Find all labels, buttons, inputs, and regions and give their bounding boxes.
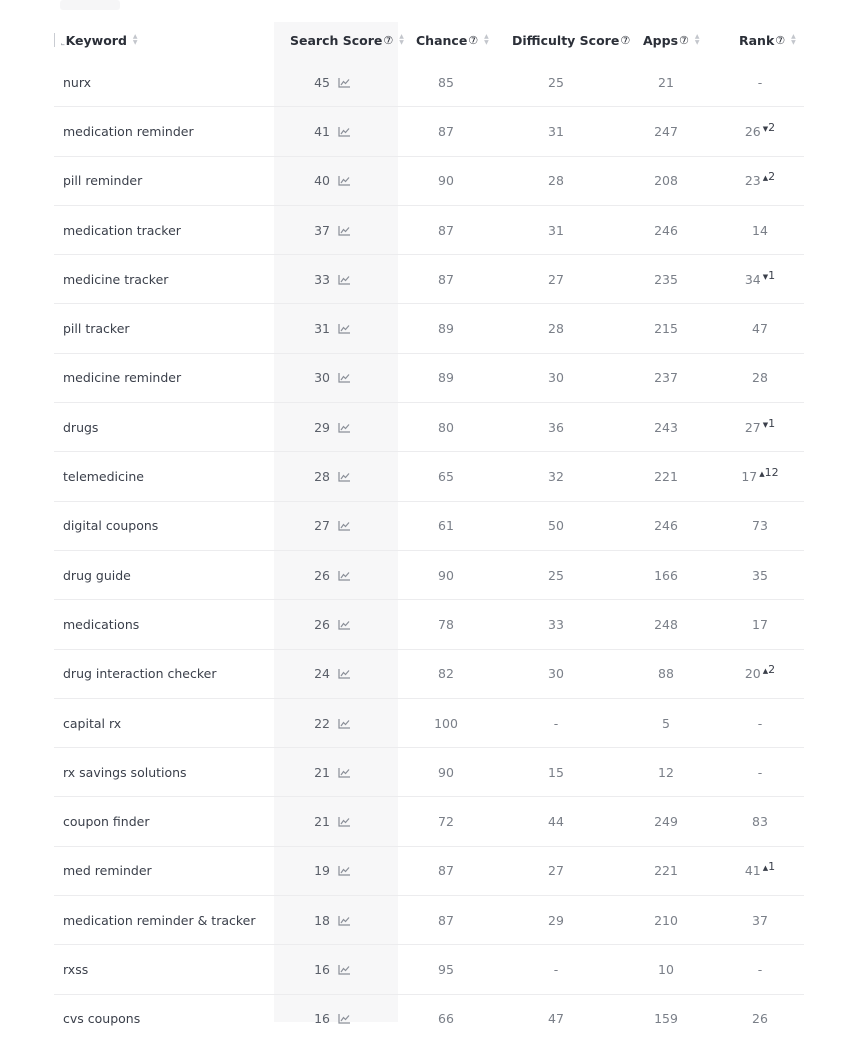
rank-value: - [757, 764, 763, 780]
trend-chart-icon[interactable] [338, 58, 352, 106]
difficulty-cell: 33 [548, 616, 564, 632]
trend-chart-icon[interactable] [338, 304, 352, 352]
keyword-cell[interactable]: drug interaction checker [63, 666, 217, 682]
chance-cell: 61 [438, 518, 454, 534]
trend-chart-icon[interactable] [338, 502, 352, 550]
keyword-cell[interactable]: medication tracker [63, 222, 181, 238]
difficulty-cell: 28 [548, 321, 564, 337]
trend-chart-icon[interactable] [338, 403, 352, 451]
table-row[interactable] [54, 452, 804, 501]
table-row[interactable] [54, 995, 804, 1043]
rank-cell [730, 748, 790, 796]
rank-value: 34 [744, 271, 761, 287]
rank-cell [730, 896, 790, 944]
chance-cell: 85 [438, 74, 454, 90]
table-row[interactable] [54, 206, 804, 255]
keyword-cell[interactable]: medication reminder [63, 123, 194, 139]
rank-delta [763, 121, 775, 134]
difficulty-cell: 15 [548, 764, 564, 780]
apps-cell: 159 [654, 1011, 678, 1027]
header-rank-label: Rank [739, 32, 775, 48]
trend-chart-icon[interactable] [338, 748, 352, 796]
rank-up-icon: ▲ [762, 667, 769, 676]
trend-chart-icon[interactable] [338, 551, 352, 599]
apps-cell: 246 [654, 222, 678, 238]
header-difficulty[interactable] [512, 22, 630, 58]
trend-chart-icon[interactable] [338, 945, 352, 993]
search-score-value: 28 [314, 469, 330, 485]
search-score-value: 16 [314, 961, 330, 977]
rank-delta [763, 170, 775, 183]
apps-cell: 210 [654, 912, 678, 928]
trend-chart-icon[interactable] [338, 847, 352, 895]
rank-value: 41 [744, 863, 761, 879]
trend-chart-icon[interactable] [338, 699, 352, 747]
table-row[interactable] [54, 107, 804, 156]
table-row[interactable] [54, 945, 804, 994]
rank-cell [730, 255, 790, 303]
apps-cell: 237 [654, 370, 678, 386]
table-row[interactable] [54, 551, 804, 600]
keyword-cell[interactable]: digital coupons [63, 518, 159, 534]
table-row[interactable] [54, 354, 804, 403]
rank-up-icon: ▲ [762, 174, 769, 183]
rank-delta-value: 2 [768, 120, 776, 134]
difficulty-cell: 31 [548, 222, 564, 238]
rank-value: 17 [752, 616, 768, 632]
search-score-value: 40 [314, 173, 330, 189]
difficulty-cell: 25 [548, 567, 564, 583]
help-circle-icon[interactable]: ⑦ [620, 33, 631, 47]
chance-cell: 72 [438, 814, 454, 830]
apps-cell: 221 [654, 863, 678, 879]
trend-chart-icon[interactable] [338, 452, 352, 500]
rank-up-icon: ▲ [762, 864, 769, 873]
rank-value: - [757, 961, 763, 977]
rank-delta [763, 417, 775, 430]
rank-cell [730, 600, 790, 648]
sort-icon[interactable]: ▲ ▼ [132, 33, 138, 46]
rank-cell [730, 797, 790, 845]
rank-cell [730, 403, 790, 451]
difficulty-cell: 29 [548, 912, 564, 928]
search-score-value: 37 [314, 222, 330, 238]
apps-cell: 10 [658, 961, 674, 977]
header-chance-label: Chance [416, 32, 468, 48]
chance-cell: 95 [438, 961, 454, 977]
header-keyword[interactable] [54, 22, 138, 58]
search-score-value: 41 [314, 123, 330, 139]
apps-cell: 248 [654, 616, 678, 632]
rank-cell [730, 995, 790, 1043]
search-score-value: 30 [314, 370, 330, 386]
rank-cell [730, 354, 790, 402]
rank-value: 35 [752, 567, 768, 583]
search-score-value: 21 [314, 764, 330, 780]
rank-delta-value: 2 [768, 663, 776, 677]
rank-delta-value: 12 [764, 466, 779, 480]
header-search-score-label: Search Score [290, 32, 383, 48]
rank-cell [730, 107, 790, 155]
apps-cell: 208 [654, 173, 678, 189]
table-row[interactable] [54, 58, 804, 107]
rank-value: 27 [744, 419, 761, 435]
sort-icon[interactable]: ▲ ▼ [694, 33, 700, 46]
chance-cell: 90 [438, 764, 454, 780]
table-row[interactable] [54, 403, 804, 452]
apps-cell: 5 [662, 715, 670, 731]
rank-delta [763, 269, 775, 282]
keyword-cell[interactable]: capital rx [63, 715, 122, 731]
trend-chart-icon[interactable] [338, 797, 352, 845]
header-rank[interactable] [739, 22, 796, 58]
search-score-value: 45 [314, 74, 330, 90]
rank-value: 17 [741, 469, 758, 485]
apps-cell: 249 [654, 814, 678, 830]
sort-icon[interactable]: ▲ ▼ [791, 33, 796, 46]
keyword-cell[interactable]: drug guide [63, 567, 131, 583]
apps-cell: 21 [658, 74, 674, 90]
rank-delta [763, 663, 775, 676]
keyword-cell[interactable]: med reminder [63, 863, 152, 879]
rank-value: 26 [744, 123, 761, 139]
difficulty-cell: 28 [548, 173, 564, 189]
keyword-cell[interactable]: cvs coupons [63, 1011, 141, 1027]
header-chance[interactable] [416, 22, 489, 58]
rank-cell [730, 157, 790, 205]
rank-value: 26 [752, 1011, 768, 1027]
table-body [54, 58, 804, 1043]
search-score-value: 19 [314, 863, 330, 879]
caret-icon: ˾ [61, 35, 65, 46]
column-divider [54, 33, 55, 47]
apps-cell: 243 [654, 419, 678, 435]
difficulty-cell: - [553, 715, 559, 731]
rank-cell [730, 452, 790, 500]
chance-cell: 89 [438, 321, 454, 337]
keyword-cell[interactable]: medicine reminder [63, 370, 182, 386]
header-keyword-label: Keyword [65, 32, 127, 48]
difficulty-cell: 44 [548, 814, 564, 830]
chance-cell: 87 [438, 271, 454, 287]
help-circle-icon[interactable]: ⑦ [679, 33, 689, 47]
search-score-value: 22 [314, 715, 330, 731]
table-row[interactable] [54, 157, 804, 206]
difficulty-cell: 47 [548, 1011, 564, 1027]
difficulty-cell: 36 [548, 419, 564, 435]
trend-chart-icon[interactable] [338, 255, 352, 303]
table-header [54, 22, 804, 58]
keyword-cell[interactable]: medications [63, 616, 140, 632]
search-score-value: 29 [314, 419, 330, 435]
table-row[interactable] [54, 896, 804, 945]
rank-value: 20 [744, 666, 761, 682]
search-score-value: 21 [314, 814, 330, 830]
sort-icon[interactable]: ▲ ▼ [484, 33, 489, 46]
rank-value: 37 [752, 912, 768, 928]
search-score-value: 26 [314, 616, 330, 632]
table-row[interactable] [54, 748, 804, 797]
table-row[interactable] [54, 502, 804, 551]
apps-cell: 221 [654, 469, 678, 485]
trend-chart-icon[interactable] [338, 206, 352, 254]
keyword-cell[interactable]: pill reminder [63, 173, 143, 189]
table-row[interactable] [54, 797, 804, 846]
keyword-cell[interactable]: nurx [63, 74, 92, 90]
chance-cell: 80 [438, 419, 454, 435]
rank-delta [763, 860, 775, 873]
rank-value: 83 [752, 814, 768, 830]
chance-cell: 87 [438, 222, 454, 238]
search-score-value: 31 [314, 321, 330, 337]
keyword-cell[interactable]: pill tracker [63, 321, 130, 337]
search-score-value: 18 [314, 912, 330, 928]
rank-down-icon: ▼ [762, 420, 769, 429]
table-row[interactable] [54, 847, 804, 896]
chance-cell: 66 [438, 1011, 454, 1027]
rank-delta-value: 1 [768, 860, 776, 874]
rank-cell [730, 650, 790, 698]
trend-chart-icon[interactable] [338, 896, 352, 944]
rank-cell [730, 945, 790, 993]
chance-cell: 87 [438, 912, 454, 928]
rank-cell [730, 304, 790, 352]
table-row[interactable] [54, 650, 804, 699]
difficulty-cell: 30 [548, 370, 564, 386]
header-apps-label: Apps [643, 32, 679, 48]
apps-cell: 215 [654, 321, 678, 337]
rank-delta [759, 466, 778, 479]
rank-down-icon: ▼ [762, 272, 769, 281]
chance-cell: 65 [438, 469, 454, 485]
rank-value: 23 [744, 173, 761, 189]
rank-delta-value: 1 [768, 416, 776, 430]
chance-cell: 90 [438, 567, 454, 583]
keyword-cell[interactable]: coupon finder [63, 814, 150, 830]
keyword-cell[interactable]: drugs [63, 419, 99, 435]
chance-cell: 87 [438, 863, 454, 879]
top-bar-fragment [60, 0, 120, 10]
rank-cell [730, 58, 790, 106]
rank-cell [730, 206, 790, 254]
trend-chart-icon[interactable] [338, 157, 352, 205]
rank-cell [730, 551, 790, 599]
sort-icon[interactable]: ▲ ▼ [399, 33, 404, 46]
chance-cell: 82 [438, 666, 454, 682]
rank-cell [730, 847, 790, 895]
trend-chart-icon[interactable] [338, 650, 352, 698]
rank-value: 28 [752, 370, 768, 386]
difficulty-cell: - [553, 961, 559, 977]
header-difficulty-label: Difficulty Score [512, 32, 620, 48]
trend-chart-icon[interactable] [338, 354, 352, 402]
header-search-score[interactable] [290, 22, 404, 58]
apps-cell: 246 [654, 518, 678, 534]
rank-cell [730, 502, 790, 550]
rank-value: 14 [752, 222, 768, 238]
keyword-cell[interactable]: rx savings solutions [63, 764, 187, 780]
search-score-value: 27 [314, 518, 330, 534]
keyword-cell[interactable]: medicine tracker [63, 271, 169, 287]
rank-cell [730, 699, 790, 747]
difficulty-cell: 30 [548, 666, 564, 682]
apps-cell: 235 [654, 271, 678, 287]
help-circle-icon[interactable]: ⑦ [383, 33, 394, 47]
rank-value: - [757, 74, 763, 90]
chance-cell: 87 [438, 123, 454, 139]
search-score-value: 26 [314, 567, 330, 583]
trend-chart-icon[interactable] [338, 995, 352, 1043]
difficulty-cell: 27 [548, 863, 564, 879]
chance-cell: 100 [434, 715, 458, 731]
difficulty-cell: 25 [548, 74, 564, 90]
search-score-value: 16 [314, 1011, 330, 1027]
rank-value: 47 [752, 321, 768, 337]
keyword-cell[interactable]: telemedicine [63, 469, 144, 485]
chance-cell: 90 [438, 173, 454, 189]
help-circle-icon[interactable]: ⑦ [775, 33, 786, 47]
apps-cell: 12 [658, 764, 674, 780]
rank-delta-value: 2 [768, 170, 776, 184]
table-row[interactable] [54, 699, 804, 748]
rank-down-icon: ▼ [762, 124, 769, 133]
apps-cell: 88 [658, 666, 674, 682]
table-row[interactable] [54, 600, 804, 649]
apps-cell: 166 [654, 567, 678, 583]
header-apps[interactable] [643, 22, 700, 58]
chance-cell: 78 [438, 616, 454, 632]
search-score-value: 33 [314, 271, 330, 287]
trend-chart-icon[interactable] [338, 107, 352, 155]
rank-up-icon: ▲ [759, 470, 765, 479]
chance-cell: 89 [438, 370, 454, 386]
difficulty-cell: 27 [548, 271, 564, 287]
table-row[interactable] [54, 304, 804, 353]
help-circle-icon[interactable]: ⑦ [468, 33, 479, 47]
search-score-value: 24 [314, 666, 330, 682]
rank-delta-value: 1 [768, 268, 776, 282]
rank-value: 73 [752, 518, 768, 534]
difficulty-cell: 32 [548, 469, 564, 485]
difficulty-cell: 50 [548, 518, 564, 534]
difficulty-cell: 31 [548, 123, 564, 139]
rank-value: - [757, 715, 763, 731]
apps-cell: 247 [654, 123, 678, 139]
table-row[interactable] [54, 255, 804, 304]
keyword-cell[interactable]: medication reminder & tracker [63, 912, 256, 928]
trend-chart-icon[interactable] [338, 600, 352, 648]
keyword-cell[interactable]: rxss [63, 961, 89, 977]
